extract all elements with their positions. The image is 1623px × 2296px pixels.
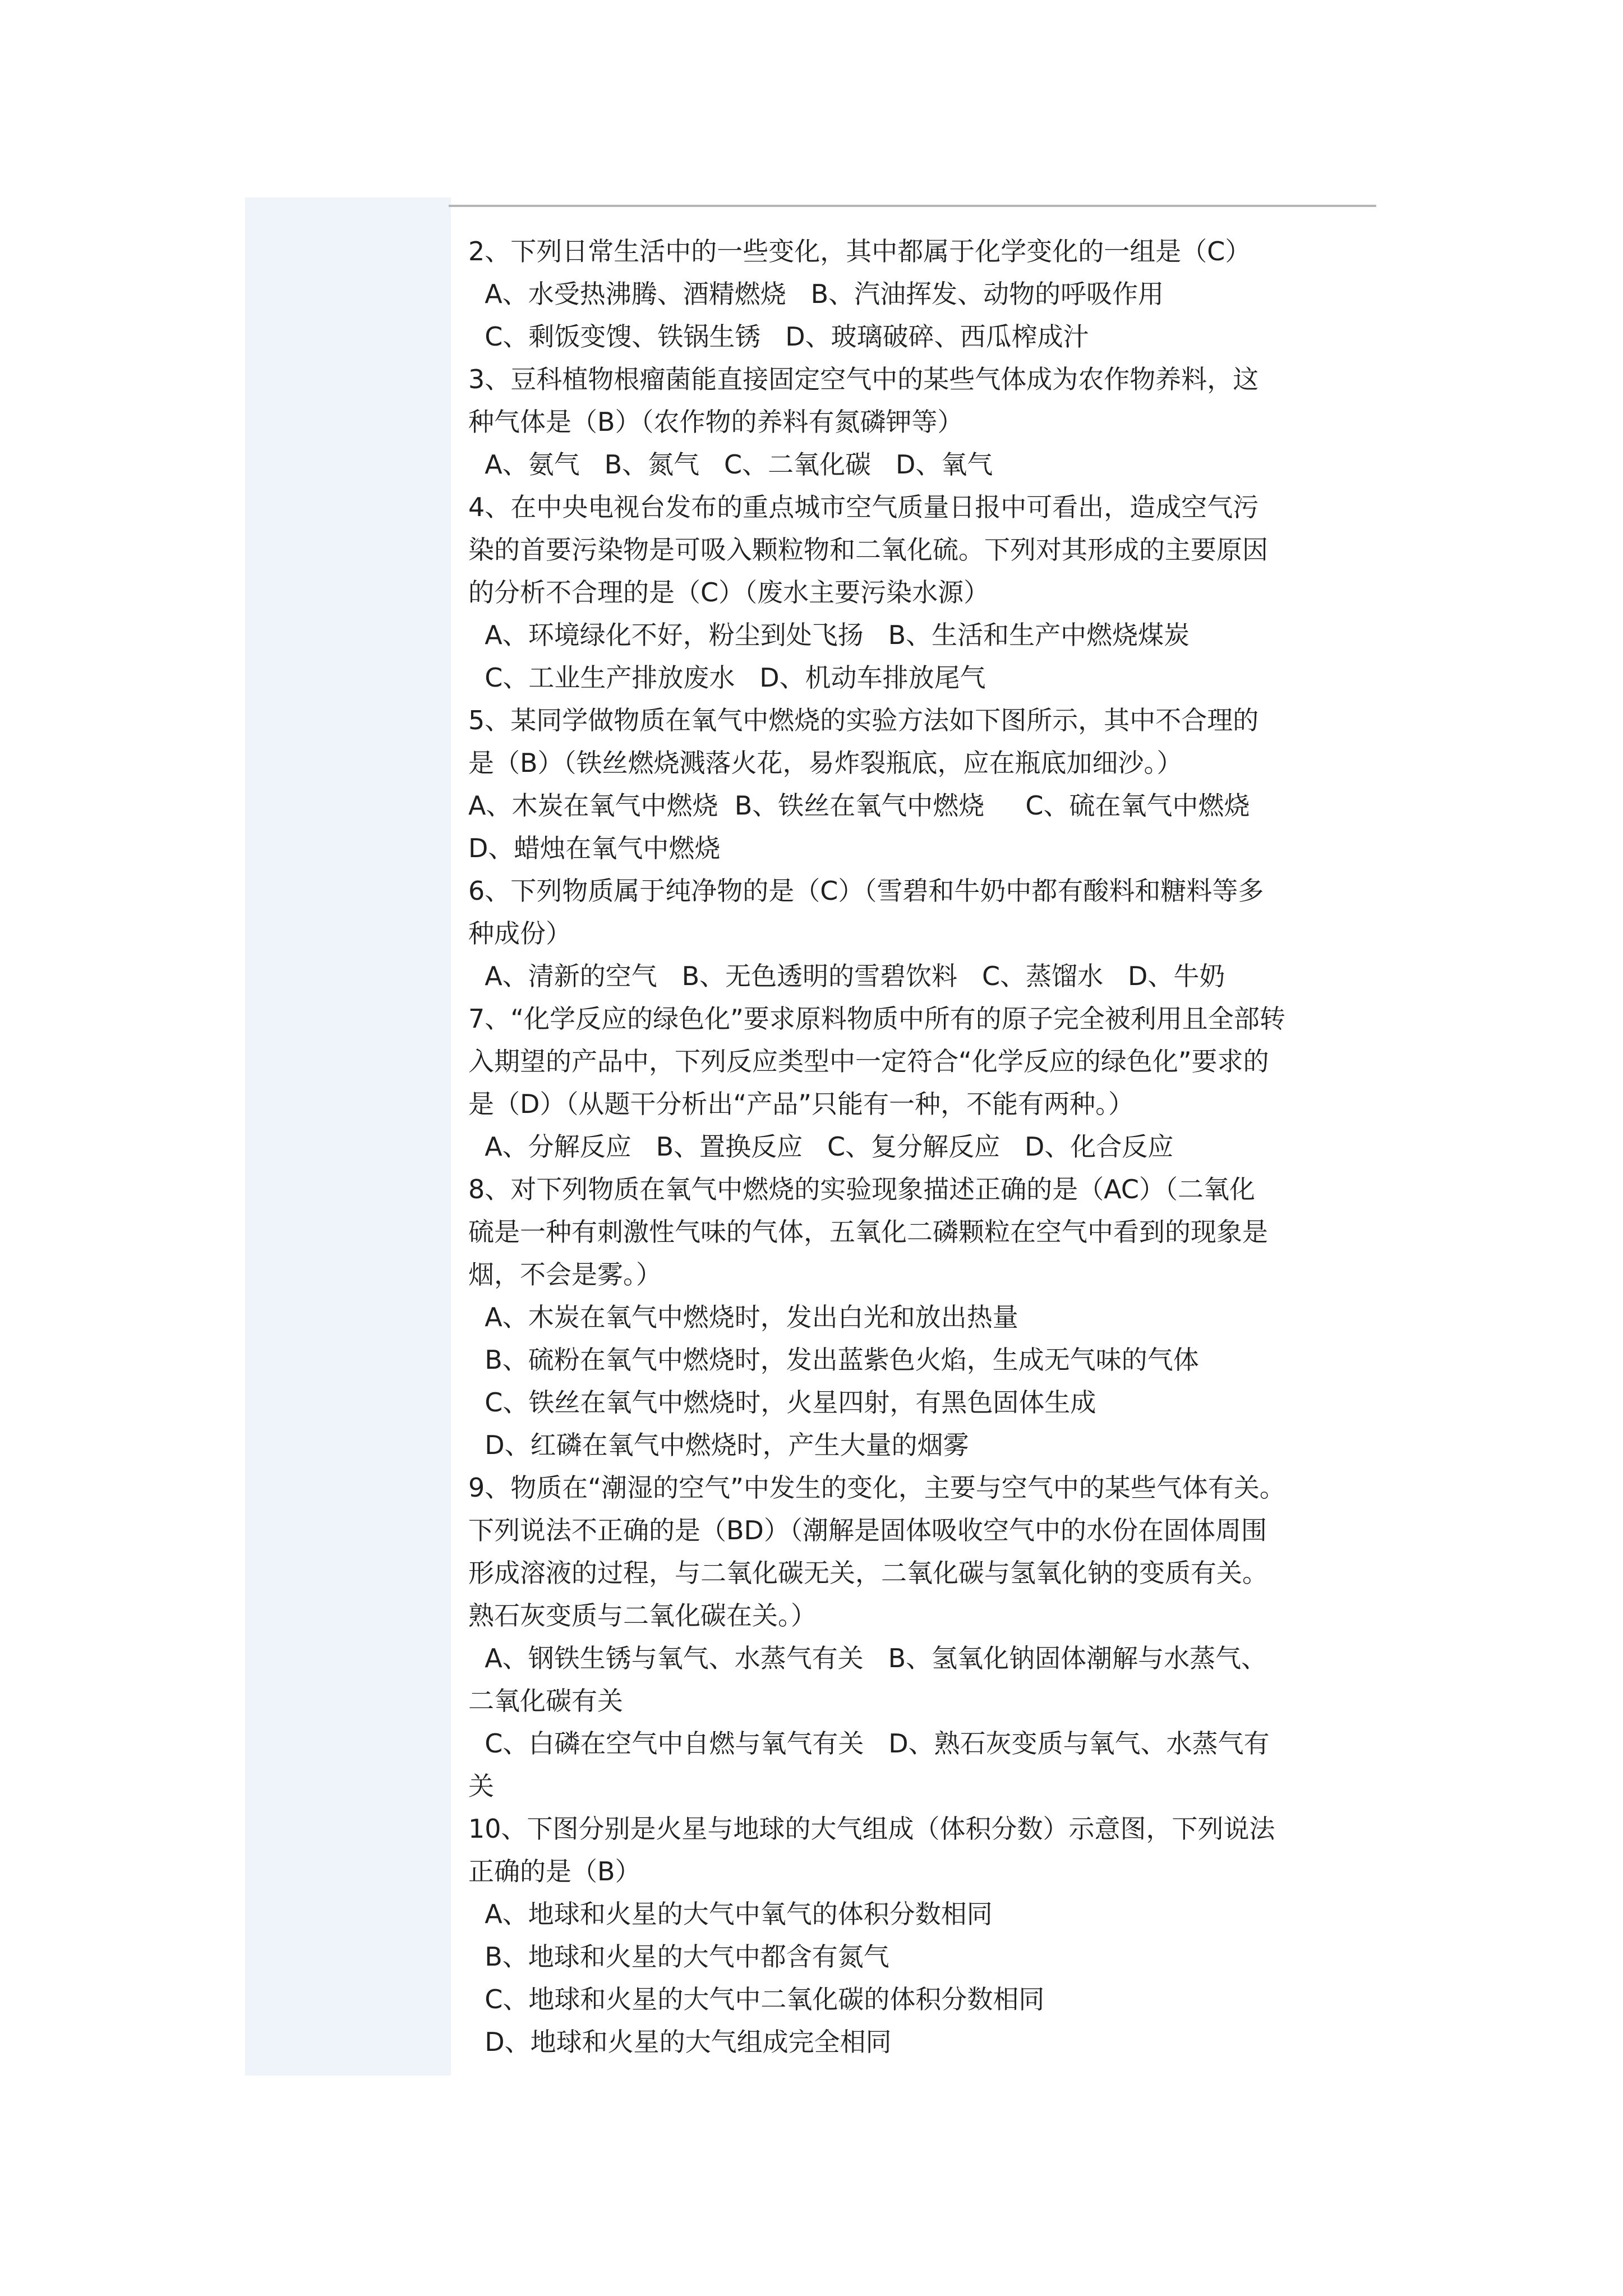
- text-line: C、工业生产排放废水 D、机动车排放尾气: [468, 662, 986, 693]
- text-line: 2、下列日常生活中的一些变化，其中都属于化学变化的一组是（C）: [468, 236, 1251, 266]
- text-line: 5、某同学做物质在氧气中燃烧的实验方法如下图所示，其中不合理的: [468, 705, 1259, 735]
- text-line: 关: [468, 1771, 494, 1801]
- text-line: 8、对下列物质在氧气中燃烧的实验现象描述正确的是（AC）（二氧化: [468, 1174, 1256, 1204]
- text-line: 形成溶液的过程，与二氧化碳无关，二氧化碳与氢氧化钠的变质有关。: [468, 1558, 1268, 1588]
- left-sidebar-panel: [245, 197, 451, 2076]
- text-line: C、地球和火星的大气中二氧化碳的体积分数相同: [468, 1984, 1045, 2014]
- text-line: D、红磷在氧气中燃烧时，产生大量的烟雾: [468, 1430, 969, 1460]
- text-line: A、氨气 B、氮气 C、二氧化碳 D、氧气: [468, 449, 993, 480]
- text-line: 是（B）（铁丝燃烧溅落火花，易炸裂瓶底，应在瓶底加细沙。）: [468, 748, 1183, 778]
- text-line: 正确的是（B）: [468, 1856, 641, 1887]
- text-line: 的分析不合理的是（C）（废水主要污染水源）: [468, 577, 990, 608]
- text-line: A、分解反应 B、置换反应 C、复分解反应 D、化合反应: [468, 1131, 1174, 1162]
- top-divider: [449, 205, 1376, 207]
- text-line: 硫是一种有刺激性气味的气体，五氧化二磷颗粒在空气中看到的现象是: [468, 1217, 1268, 1247]
- text-line: D、地球和火星的大气组成完全相同: [468, 2027, 892, 2057]
- text-line: A、木炭在氧气中燃烧 B、铁丝在氧气中燃烧 C、硫在氧气中燃烧: [468, 790, 1250, 821]
- text-line: 9、物质在“潮湿的空气”中发生的变化，主要与空气中的某些气体有关。: [468, 1473, 1285, 1503]
- text-line: 10、下图分别是火星与地球的大气组成（体积分数）示意图，下列说法: [468, 1814, 1275, 1844]
- text-line: 3、豆科植物根瘤菌能直接固定空气中的某些气体成为农作物养料，这: [468, 364, 1259, 394]
- text-line: A、地球和火星的大气中氧气的体积分数相同: [468, 1899, 993, 1929]
- text-line: 入期望的产品中，下列反应类型中一定符合“化学反应的绿色化”要求的: [468, 1046, 1269, 1076]
- text-line: 是（D）（从题干分析出“产品”只能有一种，不能有两种。）: [468, 1089, 1135, 1119]
- text-line: A、水受热沸腾、酒精燃烧 B、汽油挥发、动物的呼吸作用: [468, 279, 1164, 309]
- text-line: 6、下列物质属于纯净物的是（C）（雪碧和牛奶中都有酸料和糖料等多: [468, 876, 1264, 906]
- text-line: A、钢铁生锈与氧气、水蒸气有关 B、氢氧化钠固体潮解与水蒸气、: [468, 1643, 1267, 1673]
- text-line: 二氧化碳有关: [468, 1686, 623, 1716]
- text-line: 下列说法不正确的是（BD）（潮解是固体吸收空气中的水份在固体周围: [468, 1515, 1267, 1545]
- text-line: B、硫粉在氧气中燃烧时，发出蓝紫色火焰，生成无气味的气体: [468, 1345, 1199, 1375]
- text-line: B、地球和火星的大气中都含有氮气: [468, 1941, 889, 1972]
- text-line: 染的首要污染物是可吸入颗粒物和二氧化硫。下列对其形成的主要原因: [468, 535, 1268, 565]
- text-line: 4、在中央电视台发布的重点城市空气质量日报中可看出，造成空气污: [468, 492, 1259, 522]
- text-line: 烟，不会是雾。）: [468, 1259, 662, 1290]
- text-line: 种成份）: [468, 918, 571, 949]
- text-line: 7、“化学反应的绿色化”要求原料物质中所有的原子完全被利用且全部转: [468, 1004, 1285, 1034]
- text-line: C、剩饭变馊、铁锅生锈 D、玻璃破碎、西瓜榨成汁: [468, 321, 1089, 352]
- text-line: 种气体是（B）（农作物的养料有氮磷钾等）: [468, 407, 963, 437]
- text-line: A、清新的空气 B、无色透明的雪碧饮料 C、蒸馏水 D、牛奶: [468, 961, 1225, 991]
- text-line: A、环境绿化不好，粉尘到处飞扬 B、生活和生产中燃烧煤炭: [468, 620, 1190, 650]
- text-line: 熟石灰变质与二氧化碳在关。）: [468, 1600, 817, 1631]
- text-line: A、木炭在氧气中燃烧时，发出白光和放出热量: [468, 1302, 1018, 1332]
- text-line: D、蜡烛在氧气中燃烧: [468, 833, 721, 863]
- text-line: C、铁丝在氧气中燃烧时，火星四射，有黑色固体生成: [468, 1387, 1096, 1418]
- text-line: C、白磷在空气中自燃与氧气有关 D、熟石灰变质与氧气、水蒸气有: [468, 1728, 1270, 1759]
